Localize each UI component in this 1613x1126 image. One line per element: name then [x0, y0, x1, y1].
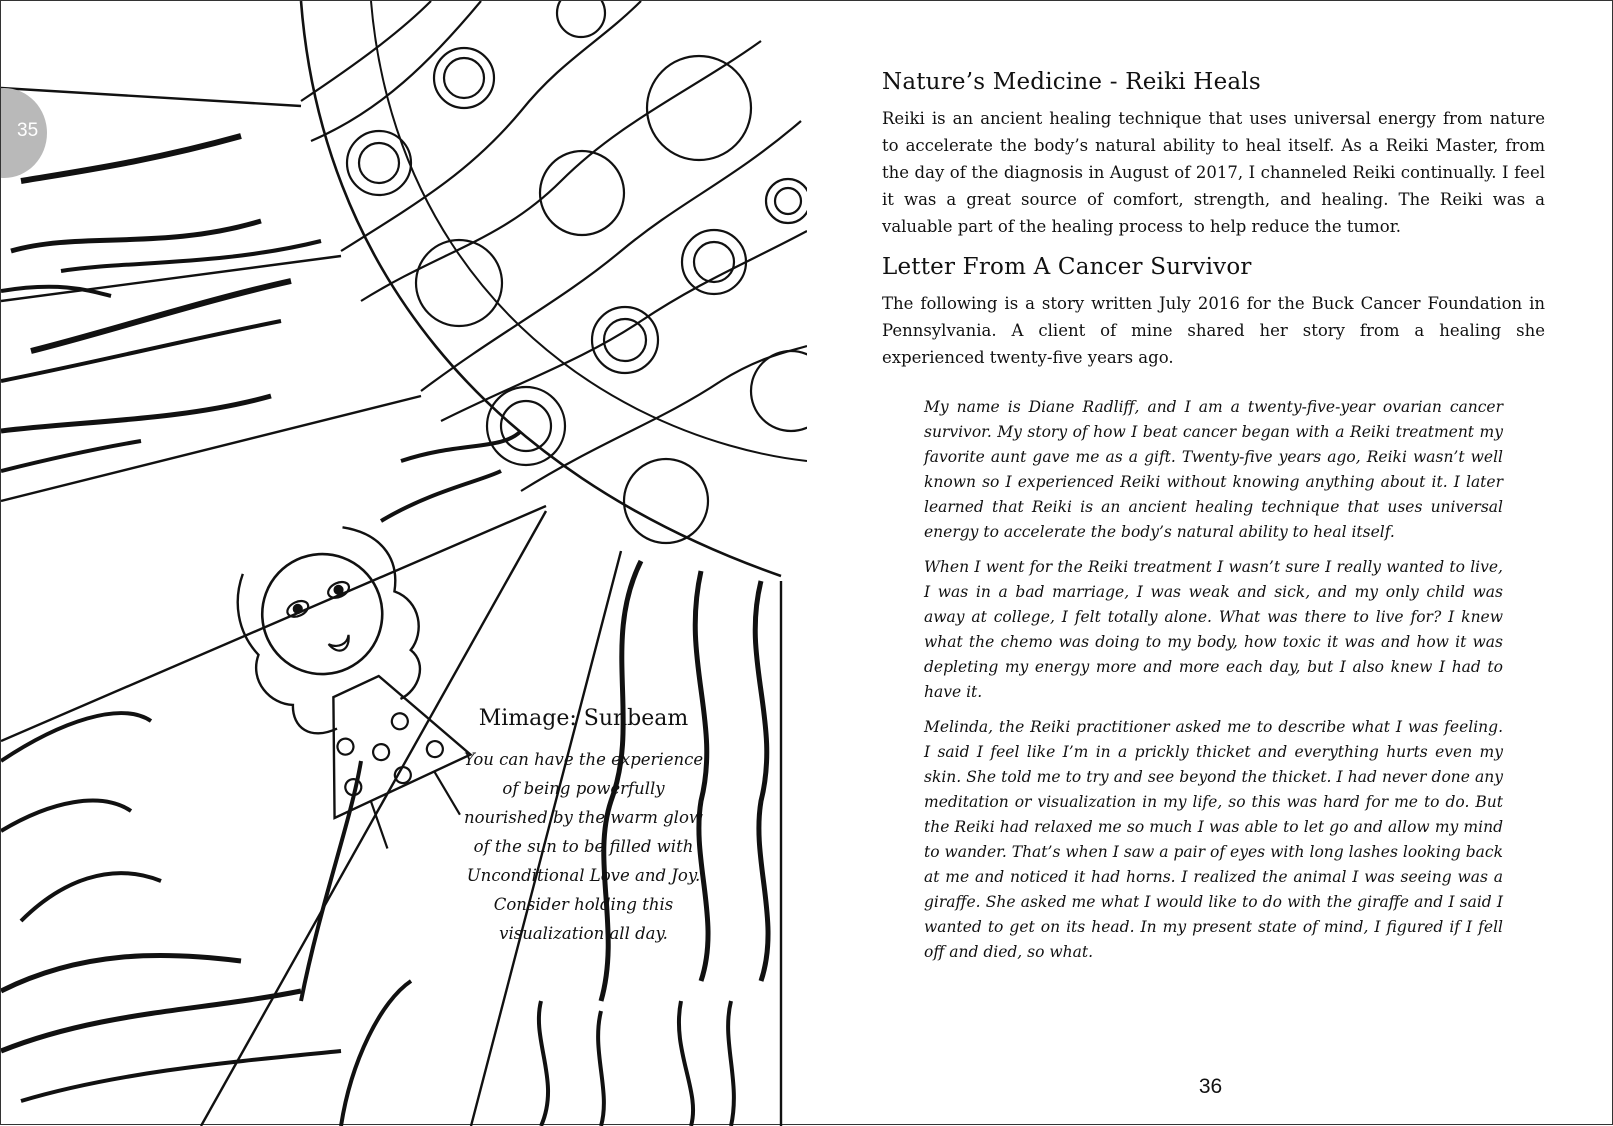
section-heading-reiki-heals: Nature’s Medicine - Reiki Heals	[882, 69, 1261, 95]
page-tab-number: 35	[17, 120, 39, 141]
left-page	[1, 1, 807, 1126]
letter-paragraph: When I went for the Reiki treatment I wasn’t sure I really wanted to live, I was in a bad marriage, I was weak and sick, and my only child was away at college, I felt totally alone. What was there to live for? I knew what the chemo was doing to my body, how toxic it was and how it was depleting my energy more and more each day, but I also knew I had to have it.	[924, 558, 1503, 701]
sunbeam-girl-illustration	[1, 1, 807, 1126]
letter-paragraph: My name is Diane Radliff, and I am a twenty-five-year ovarian cancer survivor. My story of how I beat cancer began with a Reiki treatment my favorite aunt gave me as a gift. Twenty-five years ago, Reiki wasn’t well known so I experienced Reiki without knowing anything about it. I later learned that Reiki is an ancient healing technique that uses universal energy to accelerate the body’s natural ability to heal itself.	[924, 398, 1503, 541]
caption-text: You can have the experience of being powerfully nourished by the warm glow of the sun to be filled with Unconditional Love and Joy. Consider holding this visualization all day.	[463, 750, 704, 943]
section-heading-letter: Letter From A Cancer Survivor	[882, 254, 1252, 280]
illustration-caption	[461, 706, 706, 948]
section-paragraph-reiki: Reiki is an ancient healing technique that uses universal energy from nature to accelerate the body’s natural ability to heal itself. As a Reiki Master, from the day of the diagnosis in August of 2017, I channeled Reiki continually. I feel it was a great source of comfort, strength, and healing. The Reiki was a valuable part of the healing process to help reduce the tumor.	[882, 109, 1545, 236]
section-paragraph-letter-intro: The following is a story written July 2016 for the Buck Cancer Foundation in Pennsylvania. A client of mine shared her story from a healing she experienced twenty-five years ago.	[882, 294, 1545, 367]
right-page	[807, 1, 1613, 1126]
letter-block	[924, 395, 1503, 965]
text-column	[882, 69, 1545, 975]
caption-title: Mimage: Sunbeam	[478, 706, 689, 731]
letter-paragraph: Melinda, the Reiki practitioner asked me to describe what I was feeling. I said I feel like I’m in a prickly thicket and everything hurts even my skin. She told me to try and see beyond the thicket. I had never done any meditation or visualization in my life, so this was hard for me to do. But the Reiki had relaxed me so much I was able to let go and allow my mind to wander. That’s when I saw a pair of eyes with long lashes looking back at me and noticed it had horns. I realized the animal I was seeing was a giraffe. She asked me what I would like to do with the giraffe and I said I wanted to get on its head. In my present state of mind, I figured if I fell off and died, so what.	[924, 718, 1503, 961]
page-number: 36	[1198, 1075, 1223, 1098]
